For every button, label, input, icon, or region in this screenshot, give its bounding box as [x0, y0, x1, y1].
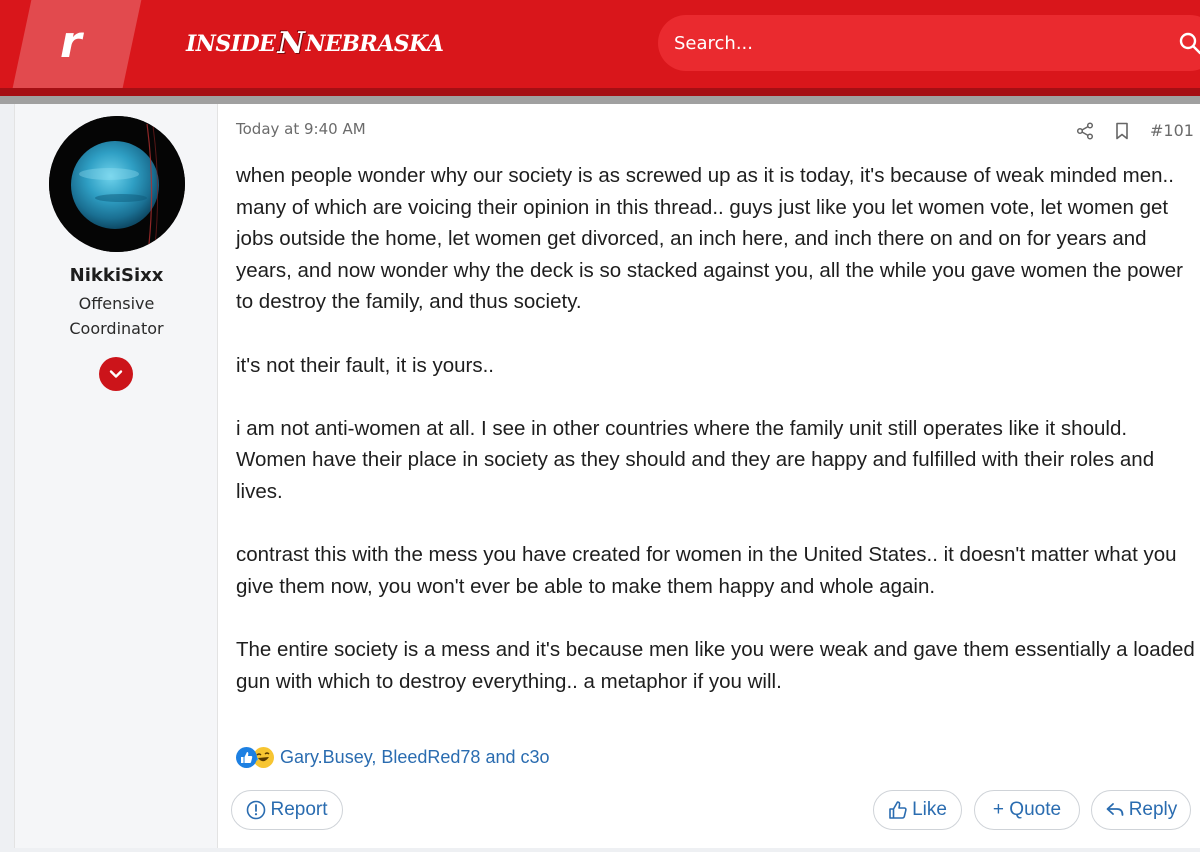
expand-user-info-button[interactable]	[99, 357, 133, 391]
quote-button[interactable]	[974, 790, 1080, 830]
like-icon	[236, 747, 257, 768]
post-author-panel	[15, 104, 218, 848]
thumbs-up-icon	[888, 800, 908, 820]
share-icon[interactable]	[1076, 122, 1094, 140]
post-paragraph: it's not their fault, it is yours..	[236, 353, 494, 377]
bookmark-icon[interactable]	[1114, 122, 1130, 140]
search-icon[interactable]	[1178, 31, 1200, 55]
post-paragraph: contrast this with the mess you have created for women in the United States.. it doesn't matter what you give them now, you won't ever be able to make them happy and whole again.	[236, 543, 1177, 598]
reply-button-label: Reply	[1128, 799, 1178, 820]
post-content	[218, 104, 1200, 848]
header-shadow	[0, 96, 1200, 104]
rivals-logo[interactable]: r	[60, 17, 82, 68]
avatar[interactable]	[49, 116, 185, 252]
author-username[interactable]: NikkiSixx	[69, 265, 164, 286]
report-button-label: Report	[270, 799, 328, 820]
report-button[interactable]	[231, 790, 343, 830]
site-header	[0, 0, 1200, 96]
reactions-bar[interactable]	[236, 746, 550, 768]
like-button-label: Like	[912, 799, 947, 820]
brand-text-nebraska: NEBRASKA	[305, 31, 444, 57]
author-title: Offensive Coordinator	[69, 294, 164, 338]
reply-arrow-icon	[1105, 800, 1125, 820]
search-bar[interactable]	[658, 15, 1200, 71]
post-body	[236, 160, 1196, 729]
post-paragraph: The entire society is a mess and it's because men like you were weak and gave them essentially a loaded gun with which to destroy everything.. a metaphor if you will.	[236, 637, 1195, 693]
header-bottom-stripe	[0, 88, 1200, 96]
post-paragraph: i am not anti-women at all. I see in other countries where the family unit still operates like it should. Women have their place in society as they should and they are happy and fulfilled with their roles and lives.	[236, 416, 1155, 503]
reply-button[interactable]	[1091, 790, 1191, 830]
quote-button-label: + Quote	[992, 799, 1062, 820]
brand-text-inside: INSIDE	[186, 31, 276, 57]
chevron-down-icon	[108, 366, 124, 382]
alert-circle-icon	[246, 800, 266, 820]
post-paragraph: when people wonder why our society is as screwed up as it is today, it's because of weak minded men.. many of which are voicing their opinion in this thread.. guys just like you let women vote, let women get jobs outside the home, let women get divorced, an inch here, and inch there on and on for years and years, and now wonder why the deck is so stacked against you, all the while you gave women the power to destroy the family, and thus society.	[236, 164, 1183, 314]
planet-avatar-image	[49, 116, 185, 252]
forum-post	[14, 104, 1200, 848]
reaction-users-link[interactable]: Gary.Busey, BleedRed78 and c3o	[280, 746, 550, 767]
post-number-link[interactable]: #101	[1150, 121, 1194, 140]
site-brand[interactable]	[186, 26, 443, 62]
search-input[interactable]	[674, 15, 1154, 71]
nebraska-n-logo: N	[277, 26, 305, 61]
post-timestamp[interactable]: Today at 9:40 AM	[236, 120, 366, 138]
like-button[interactable]	[873, 790, 962, 830]
